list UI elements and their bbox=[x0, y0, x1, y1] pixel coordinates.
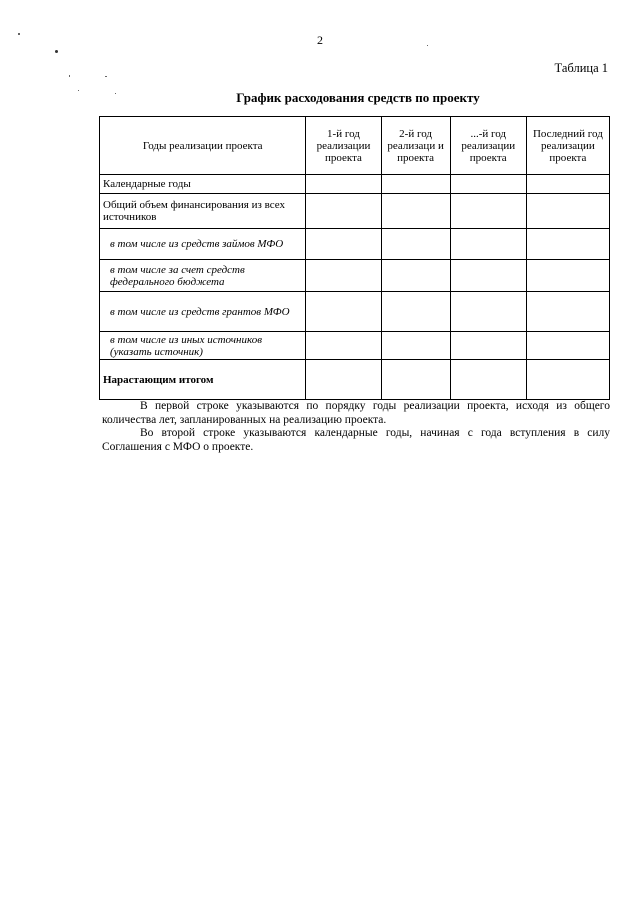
table-cell bbox=[306, 260, 381, 292]
page-number: 2 bbox=[317, 33, 323, 47]
table-cell bbox=[381, 194, 450, 229]
table-row bbox=[100, 292, 610, 332]
table-row bbox=[100, 194, 610, 229]
table-cell bbox=[526, 332, 609, 360]
expenditure-schedule-table bbox=[99, 116, 610, 400]
scan-speck bbox=[55, 50, 58, 53]
table-cell bbox=[306, 360, 381, 400]
table-cell bbox=[381, 292, 450, 332]
row-label-total-financing: Общий объем финансирования из всех источников bbox=[100, 194, 306, 229]
scan-speck bbox=[427, 45, 428, 46]
scan-speck bbox=[105, 76, 107, 77]
note-paragraph-1: В первой строке указываются по порядку годы реализации проекта, исходя из общего количества лет, запланированных на реализацию проекта. bbox=[102, 400, 610, 426]
row-label-mfo-grants: в том числе из средств грантов МФО bbox=[100, 292, 306, 332]
table-cell bbox=[526, 360, 609, 400]
table-cell bbox=[450, 292, 526, 332]
header-year-2: 2-й год реализаци и проекта bbox=[381, 117, 450, 175]
table-row bbox=[100, 360, 610, 400]
row-label-federal-budget: в том числе за счет средств федерального бюджета bbox=[100, 260, 306, 292]
table-cell bbox=[450, 194, 526, 229]
table-row bbox=[100, 175, 610, 194]
table-cell bbox=[450, 229, 526, 260]
table-cell bbox=[526, 229, 609, 260]
table-cell bbox=[381, 332, 450, 360]
header-last-year: Последний год реализации проекта bbox=[526, 117, 609, 175]
document-title: График расходования средств по проекту bbox=[236, 90, 480, 105]
table-cell bbox=[306, 175, 381, 194]
table-cell bbox=[381, 360, 450, 400]
table-row bbox=[100, 332, 610, 360]
table-row bbox=[100, 260, 610, 292]
scan-speck bbox=[18, 33, 20, 35]
table-cell bbox=[450, 260, 526, 292]
table-cell bbox=[450, 175, 526, 194]
table-cell bbox=[306, 332, 381, 360]
table-cell bbox=[381, 260, 450, 292]
table-row bbox=[100, 229, 610, 260]
table-cell bbox=[526, 260, 609, 292]
table-cell bbox=[526, 292, 609, 332]
table-cell bbox=[306, 194, 381, 229]
table-cell bbox=[450, 332, 526, 360]
row-label-mfo-loans: в том числе из средств займов МФО bbox=[100, 229, 306, 260]
table-label: Таблица 1 bbox=[554, 61, 608, 75]
table-cell bbox=[306, 229, 381, 260]
table-cell bbox=[306, 292, 381, 332]
row-label-other-sources: в том числе из иных источников (указать источник) bbox=[100, 332, 306, 360]
table-cell bbox=[381, 175, 450, 194]
row-label-calendar-years: Календарные годы bbox=[100, 175, 306, 194]
scan-speck bbox=[115, 93, 116, 94]
header-year-n: ...-й год реализации проекта bbox=[450, 117, 526, 175]
note-paragraph-2: Во второй строке указываются календарные годы, начиная с года вступления в силу Соглашения с МФО о проекте. bbox=[102, 427, 610, 453]
scan-speck bbox=[69, 75, 70, 77]
row-label-cumulative-total: Нарастающим итогом bbox=[100, 360, 306, 400]
table-cell bbox=[381, 229, 450, 260]
table-cell bbox=[450, 360, 526, 400]
header-year-1: 1-й год реализации проекта bbox=[306, 117, 381, 175]
header-project-years: Годы реализации проекта bbox=[100, 117, 306, 175]
scan-speck bbox=[78, 90, 79, 91]
table-cell bbox=[526, 175, 609, 194]
table-cell bbox=[526, 194, 609, 229]
table-header-row bbox=[100, 117, 610, 175]
